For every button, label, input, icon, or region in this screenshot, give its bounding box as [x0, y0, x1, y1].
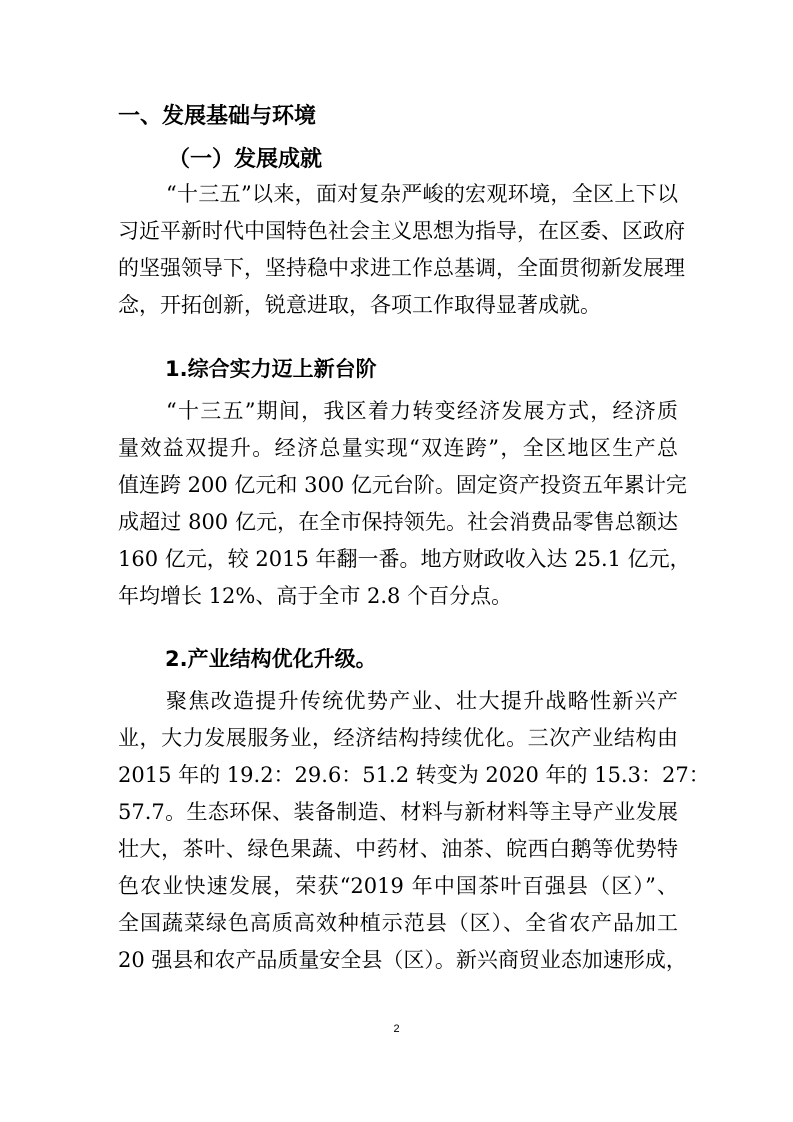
paragraph-line: 20 强县和农产品质量安全县（区）。新兴商贸业态加速形成，	[118, 948, 687, 972]
section-heading: 一、发展基础与环境	[118, 104, 317, 129]
paragraph-line: 量效益双提升。经济总量实现“双连跨”，全区地区生产总	[118, 436, 678, 460]
paragraph-line: “十三五”以来，面对复杂严峻的宏观环境，全区上下以	[166, 182, 678, 206]
intro-paragraph	[118, 176, 685, 324]
paragraph-line: 壮大，茶叶、绿色果蔬、中药材、油茶、皖西白鹅等优势特	[118, 837, 678, 861]
section1-title: 1.综合实力迈上新台阶	[165, 357, 377, 381]
paragraph-line: 习近平新时代中国特色社会主义思想为指导，在区委、区政府	[118, 219, 685, 243]
page-number: 2	[393, 1023, 400, 1035]
paragraph-line: 值连跨 200 亿元和 300 亿元台阶。固定资产投资五年累计完	[118, 473, 687, 497]
paragraph-line: 色农业快速发展，荣获“2019 年中国茶叶百强县（区）”、	[118, 874, 678, 898]
section2-title: 2.产业结构优化升级。	[165, 647, 377, 671]
section1-paragraph	[118, 393, 691, 615]
paragraph-line: 2015 年的 19.2：29.6：51.2 转变为 2020 年的 15.3：27：	[118, 763, 710, 787]
subsection-heading: （一）发展成就	[168, 147, 323, 172]
section2-paragraph	[118, 683, 710, 979]
paragraph-line: 全国蔬菜绿色高质高效种植示范县（区）、全省农产品加工	[118, 911, 678, 935]
paragraph-line: 的坚强领导下，坚持稳中求进工作总基调，全面贯彻新发展理	[118, 256, 685, 280]
paragraph-line: 160 亿元，较 2015 年翻一番。地方财政收入达 25.1 亿元，	[118, 547, 691, 571]
paragraph-line: 聚焦改造提升传统优势产业、壮大提升战略性新兴产	[166, 689, 678, 713]
paragraph-line: 念，开拓创新，锐意进取，各项工作取得显著成就。	[118, 293, 601, 317]
paragraph-line: 57.7。生态环保、装备制造、材料与新材料等主导产业发展	[118, 800, 678, 824]
paragraph-line: 成超过 800 亿元，在全市保持领先。社会消费品零售总额达	[118, 510, 678, 534]
paragraph-line: 业，大力发展服务业，经济结构持续优化。三次产业结构由	[118, 726, 678, 750]
paragraph-line: “十三五”期间，我区着力转变经济发展方式，经济质	[166, 399, 678, 423]
paragraph-line: 年均增长 12%、高于全市 2.8 个百分点。	[118, 584, 513, 608]
